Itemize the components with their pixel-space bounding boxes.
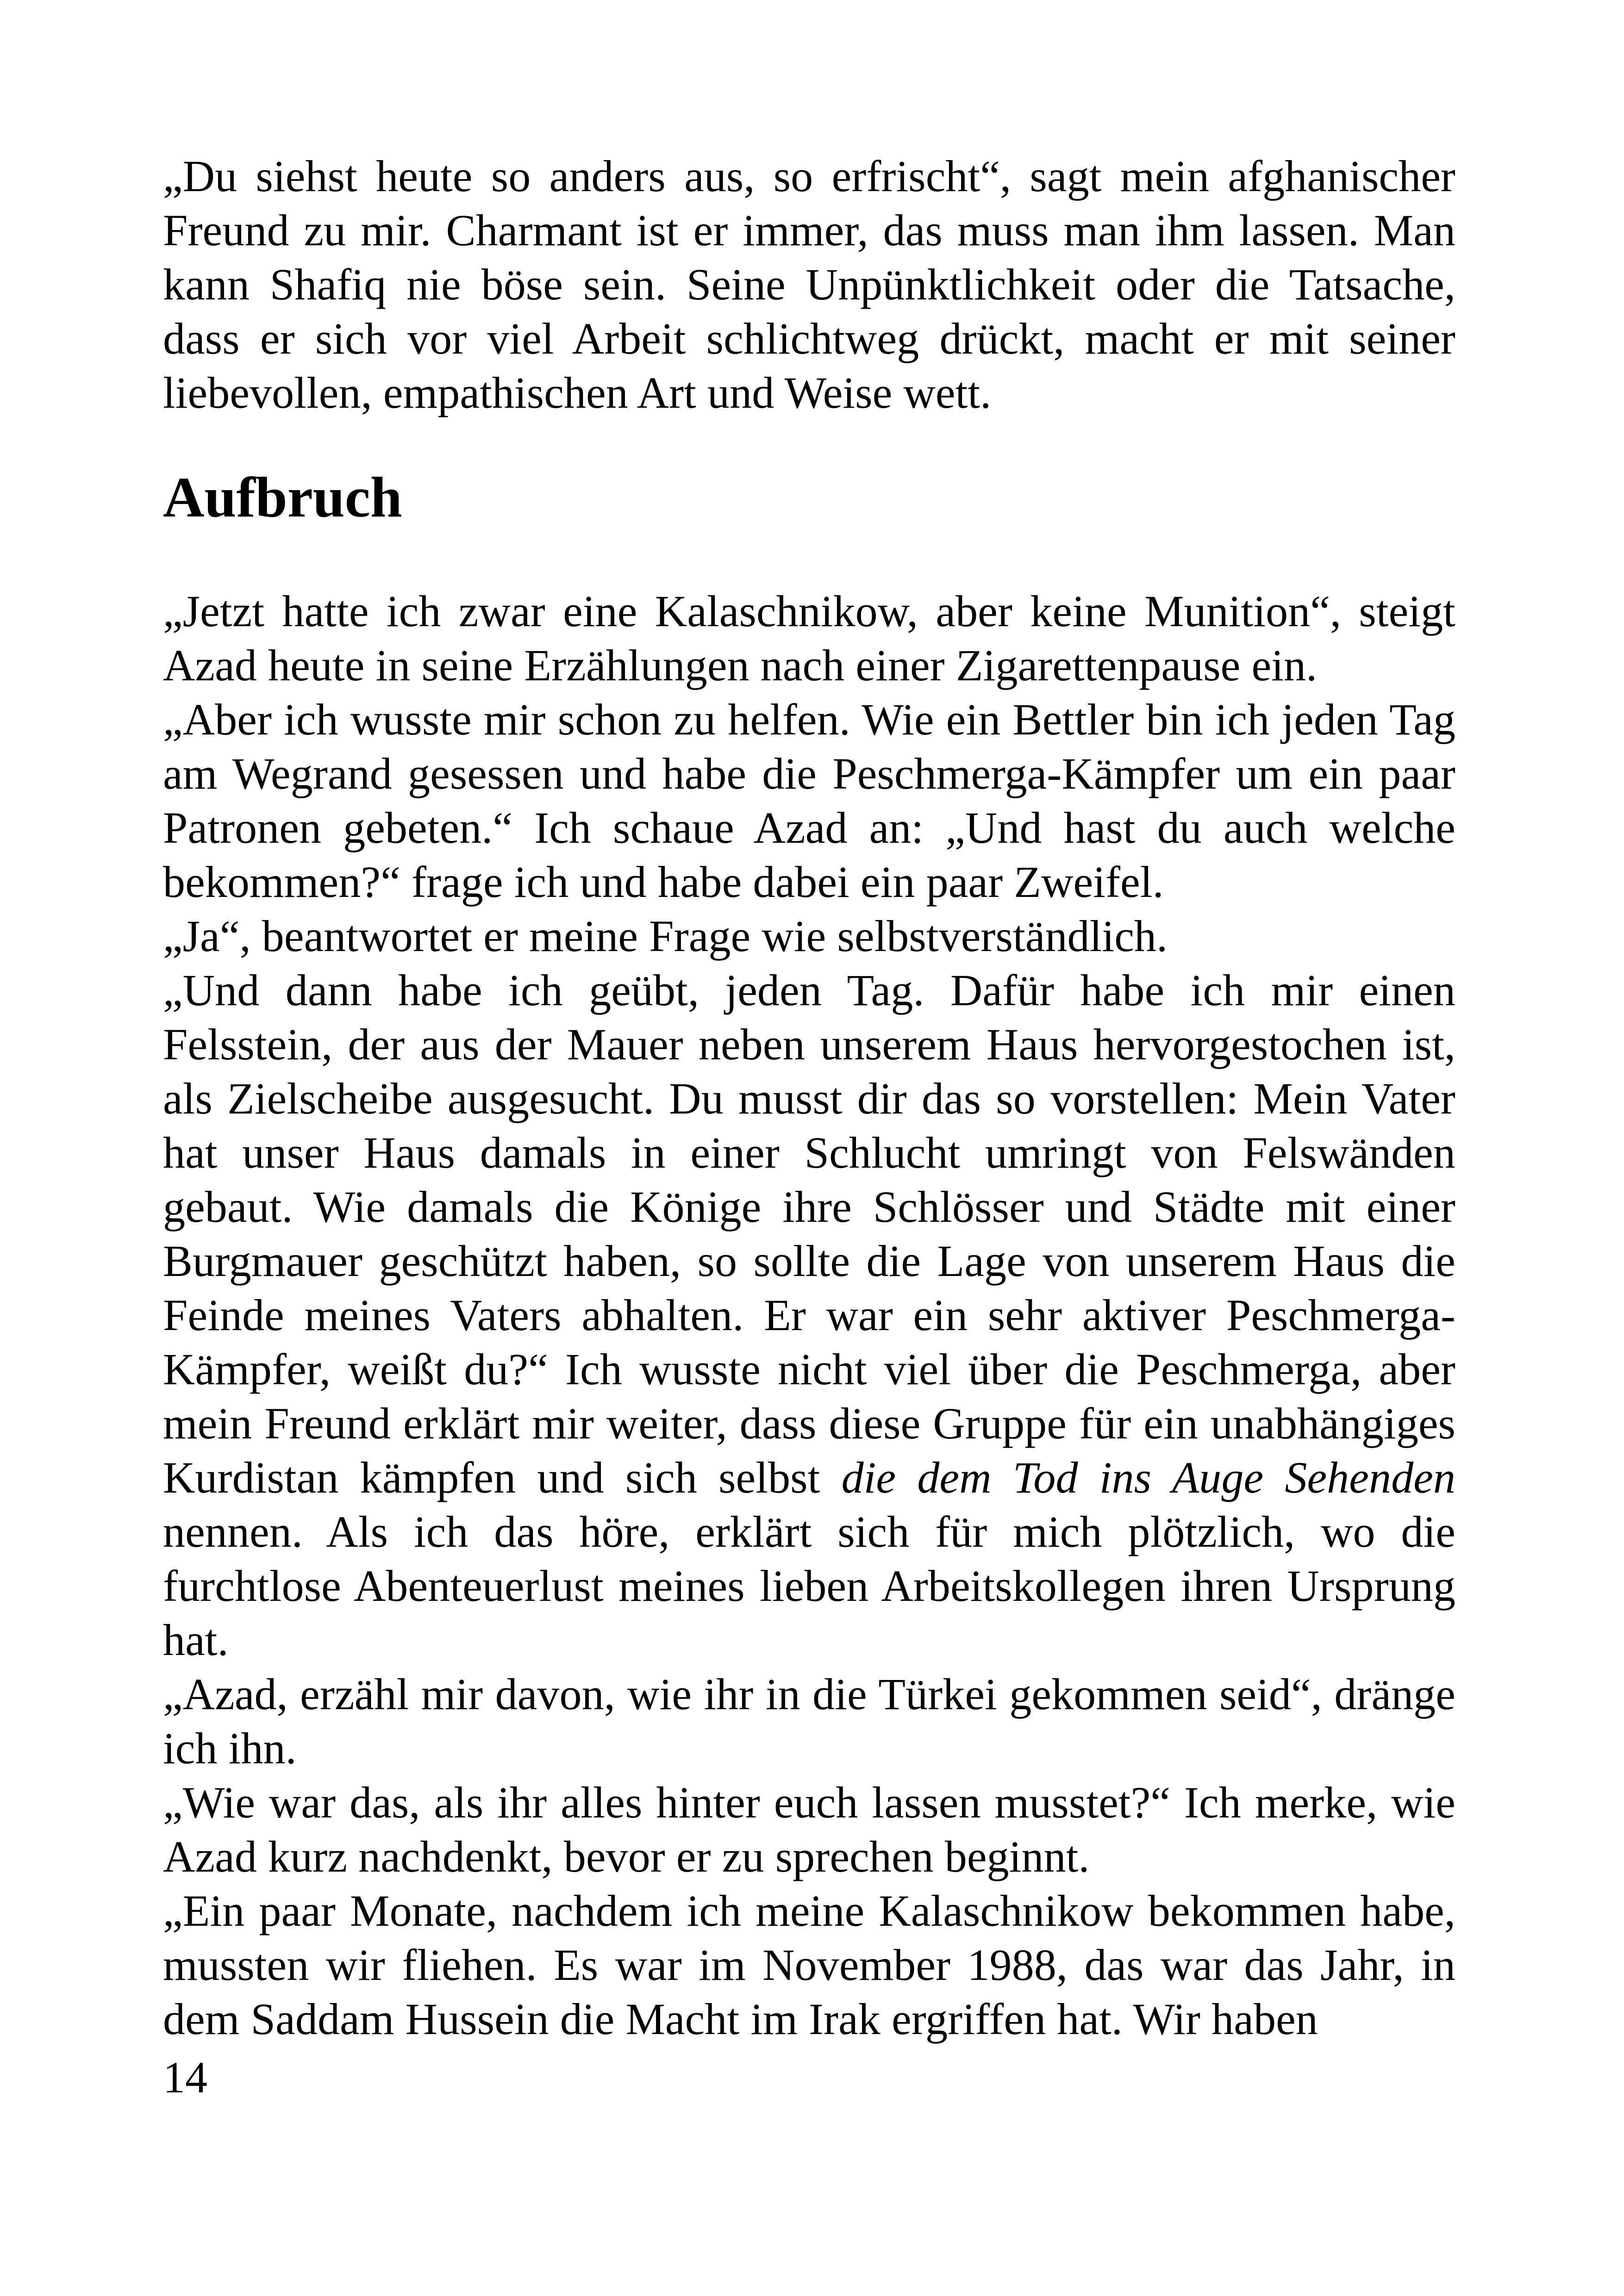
body-paragraph-long bbox=[163, 963, 1455, 1667]
chapter-body bbox=[163, 584, 1455, 2046]
body-paragraph: „Ja“, beantwortet er meine Frage wie selbstverständlich. bbox=[163, 911, 1168, 961]
body-paragraph: „Azad, erzähl mir davon, wie ihr in die Türkei gekommen seid“, dränge ich ihn. bbox=[163, 1669, 1455, 1773]
long-paragraph-text-start: „Und dann habe ich geübt, jeden Tag. Dafür habe ich mir einen Felsstein, der aus der Mauer neben unserem Haus hervorgestochen ist, als Zielscheibe ausgesucht. Du musst dir das so vorstellen: Mein Vater hat unser Haus damals in einer Schlucht umringt von Felswänden gebaut. Wie damals die Könige ihre Schlösser und Städte mit einer Burgmauer geschützt haben, so sollte die Lage von unserem Haus die Feinde meines Vaters abhalten. Er war ein sehr aktiver Peschmerga-Kämpfer, weißt du?“ Ich wusste nicht viel über die Peschmerga, aber mein Freund erklärt mir weiter, dass diese Gruppe für ein unabhängiges Kurdistan kämpfen und sich selbst bbox=[163, 965, 1455, 1502]
chapter-heading: Aufbruch bbox=[163, 466, 402, 529]
italic-phrase: die dem Tod ins Auge Sehenden bbox=[841, 1453, 1456, 1502]
body-paragraph: „Jetzt hatte ich zwar eine Kalaschnikow, aber keine Munition“, steigt Azad heute in seine Erzählungen nach einer Zigarettenpause ein. bbox=[163, 586, 1455, 690]
long-paragraph-text-end: nennen. Als ich das höre, erklärt sich für mich plötzlich, wo die furchtlose Abenteuerlust meines lieben Arbeitskollegen ihren Ursprung hat. bbox=[163, 1507, 1455, 1665]
page-number: 14 bbox=[163, 2053, 207, 2102]
body-paragraph: „Aber ich wusste mir schon zu helfen. Wie ein Bettler bin ich jeden Tag am Wegrand gesessen und habe die Peschmerga-Kämpfer um ein paar Patronen gebeten.“ Ich schaue Azad an: „Und hast du auch welche bekommen?“ frage ich und habe dabei ein paar Zweifel. bbox=[163, 695, 1455, 907]
intro-paragraph: „Du siehst heute so anders aus, so erfrischt“, sagt mein afghanischer Freund zu mir. Charmant ist er immer, das muss man ihm lassen. Man kann Shafiq nie böse sein. Seine Unpünktlichkeit oder die Tatsache, dass er sich vor viel Arbeit schlichtweg drückt, macht er mit seiner liebevollen, empathischen Art und Weise wett. bbox=[163, 151, 1455, 417]
body-paragraph: „Ein paar Monate, nachdem ich meine Kalaschnikow bekommen habe, mussten wir fliehen. Es war im November 1988, das war das Jahr, in dem Saddam Hussein die Macht im Irak ergriffen hat. Wir haben bbox=[163, 1886, 1455, 2044]
intro-section bbox=[163, 149, 1455, 420]
body-paragraph: „Wie war das, als ihr alles hinter euch lassen musstet?“ Ich merke, wie Azad kurz nachdenkt, bevor er zu sprechen beginnt. bbox=[163, 1778, 1455, 1881]
